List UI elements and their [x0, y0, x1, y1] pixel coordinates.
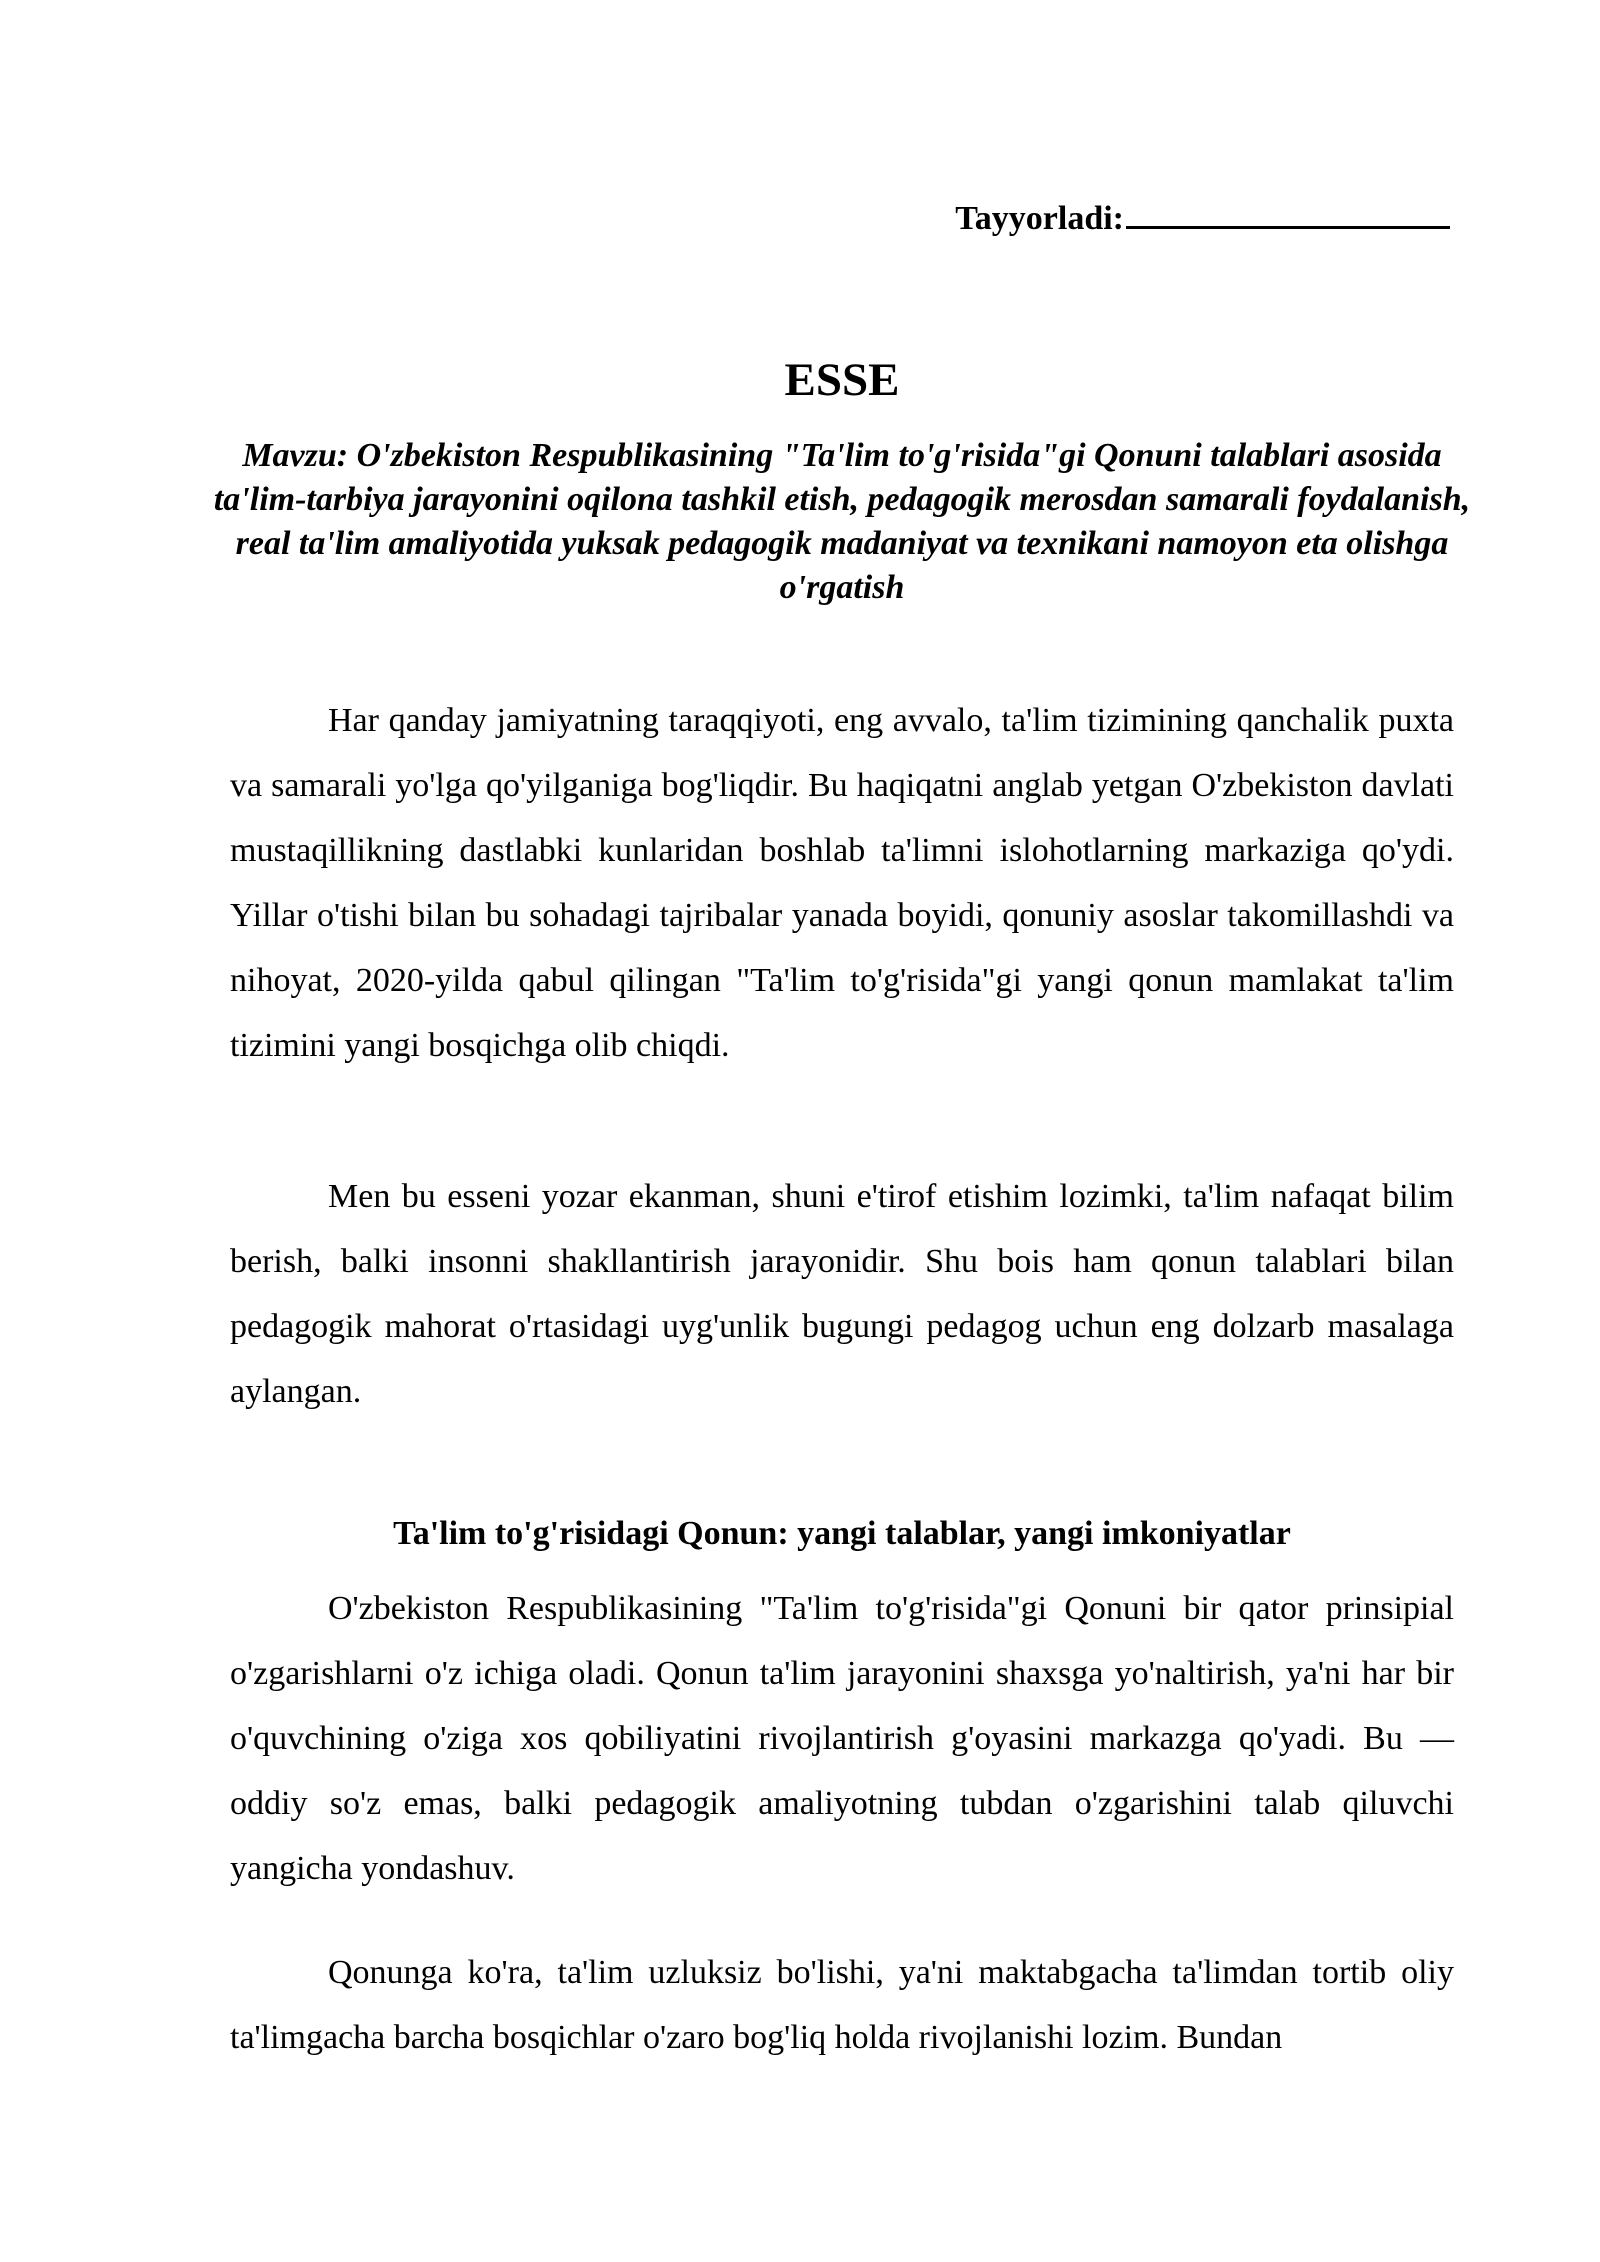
- essay-topic: Mavzu: O'zbekiston Respublikasining "Ta'lim to'g'risida"gi Qonuni talablari asosida ta'lim-tarbiya jarayonini oqilona tashkil etish, pedagogik merosdan samarali foydalanish, real ta'lim amaliyotida yuksak pedagogik madaniyat va texnikani namoyon eta olishga o'rgatish: [213, 437, 1471, 606]
- prepared-by-label: Tayyorladi:: [955, 200, 1124, 237]
- prepared-by-blank: [1126, 196, 1450, 229]
- body-paragraph: Men bu esseni yozar ekanman, shuni e'tirof etishim lozimki, ta'lim nafaqat bilim berish, balki insonni shakllantirish jarayonidir. Shu bois ham qonun talablari bilan pedagogik mahorat o'rtasidagi uyg'unlik bugungi pedagog uchun eng dolzarb masalaga aylangan.: [230, 1178, 1454, 1410]
- prepared-by-line: [955, 196, 1450, 241]
- body-paragraph: Har qanday jamiyatning taraqqiyoti, eng avvalo, ta'lim tizimining qanchalik puxta va samarali yo'lga qo'yilganiga bog'liqdir. Bu haqiqatni anglab yetgan O'zbekiston davlati mustaqillikning dastlabki kunlaridan boshlab ta'limni islohotlarning markaziga qo'ydi. Yillar o'tishi bilan bu sohadagi tajribalar yanada boyidi, qonuniy asoslar takomillashdi va nihoyat, 2020-yilda qabul qilingan "Ta'lim to'g'risida"gi yangi qonun mamlakat ta'lim tizimini yangi bosqichga olib chiqdi.: [230, 702, 1454, 1064]
- section-paragraph: Qonunga ko'ra, ta'lim uzluksiz bo'lishi, ya'ni maktabgacha ta'limdan tortib oliy ta'limgacha barcha bosqichlar o'zaro bog'liq holda rivojlanishi lozim. Bundan: [230, 1954, 1454, 2056]
- section-heading: Ta'lim to'g'risidagi Qonun: yangi talablar, yangi imkoniyatlar: [393, 1515, 1291, 1552]
- section-paragraph: O'zbekiston Respublikasining "Ta'lim to'g'risida"gi Qonuni bir qator prinsipial o'zgarishlarni o'z ichiga oladi. Qonun ta'lim jarayonini shaxsga yo'naltirish, ya'ni har bir o'quvchining o'ziga xos qobiliyatini rivojlantirish g'oyasini markazga qo'yadi. Bu — oddiy so'z emas, balki pedagogik amaliyotning tubdan o'zgarishini talab qiluvchi yangicha yondashuv.: [230, 1590, 1454, 1887]
- document-title: ESSE: [784, 354, 900, 406]
